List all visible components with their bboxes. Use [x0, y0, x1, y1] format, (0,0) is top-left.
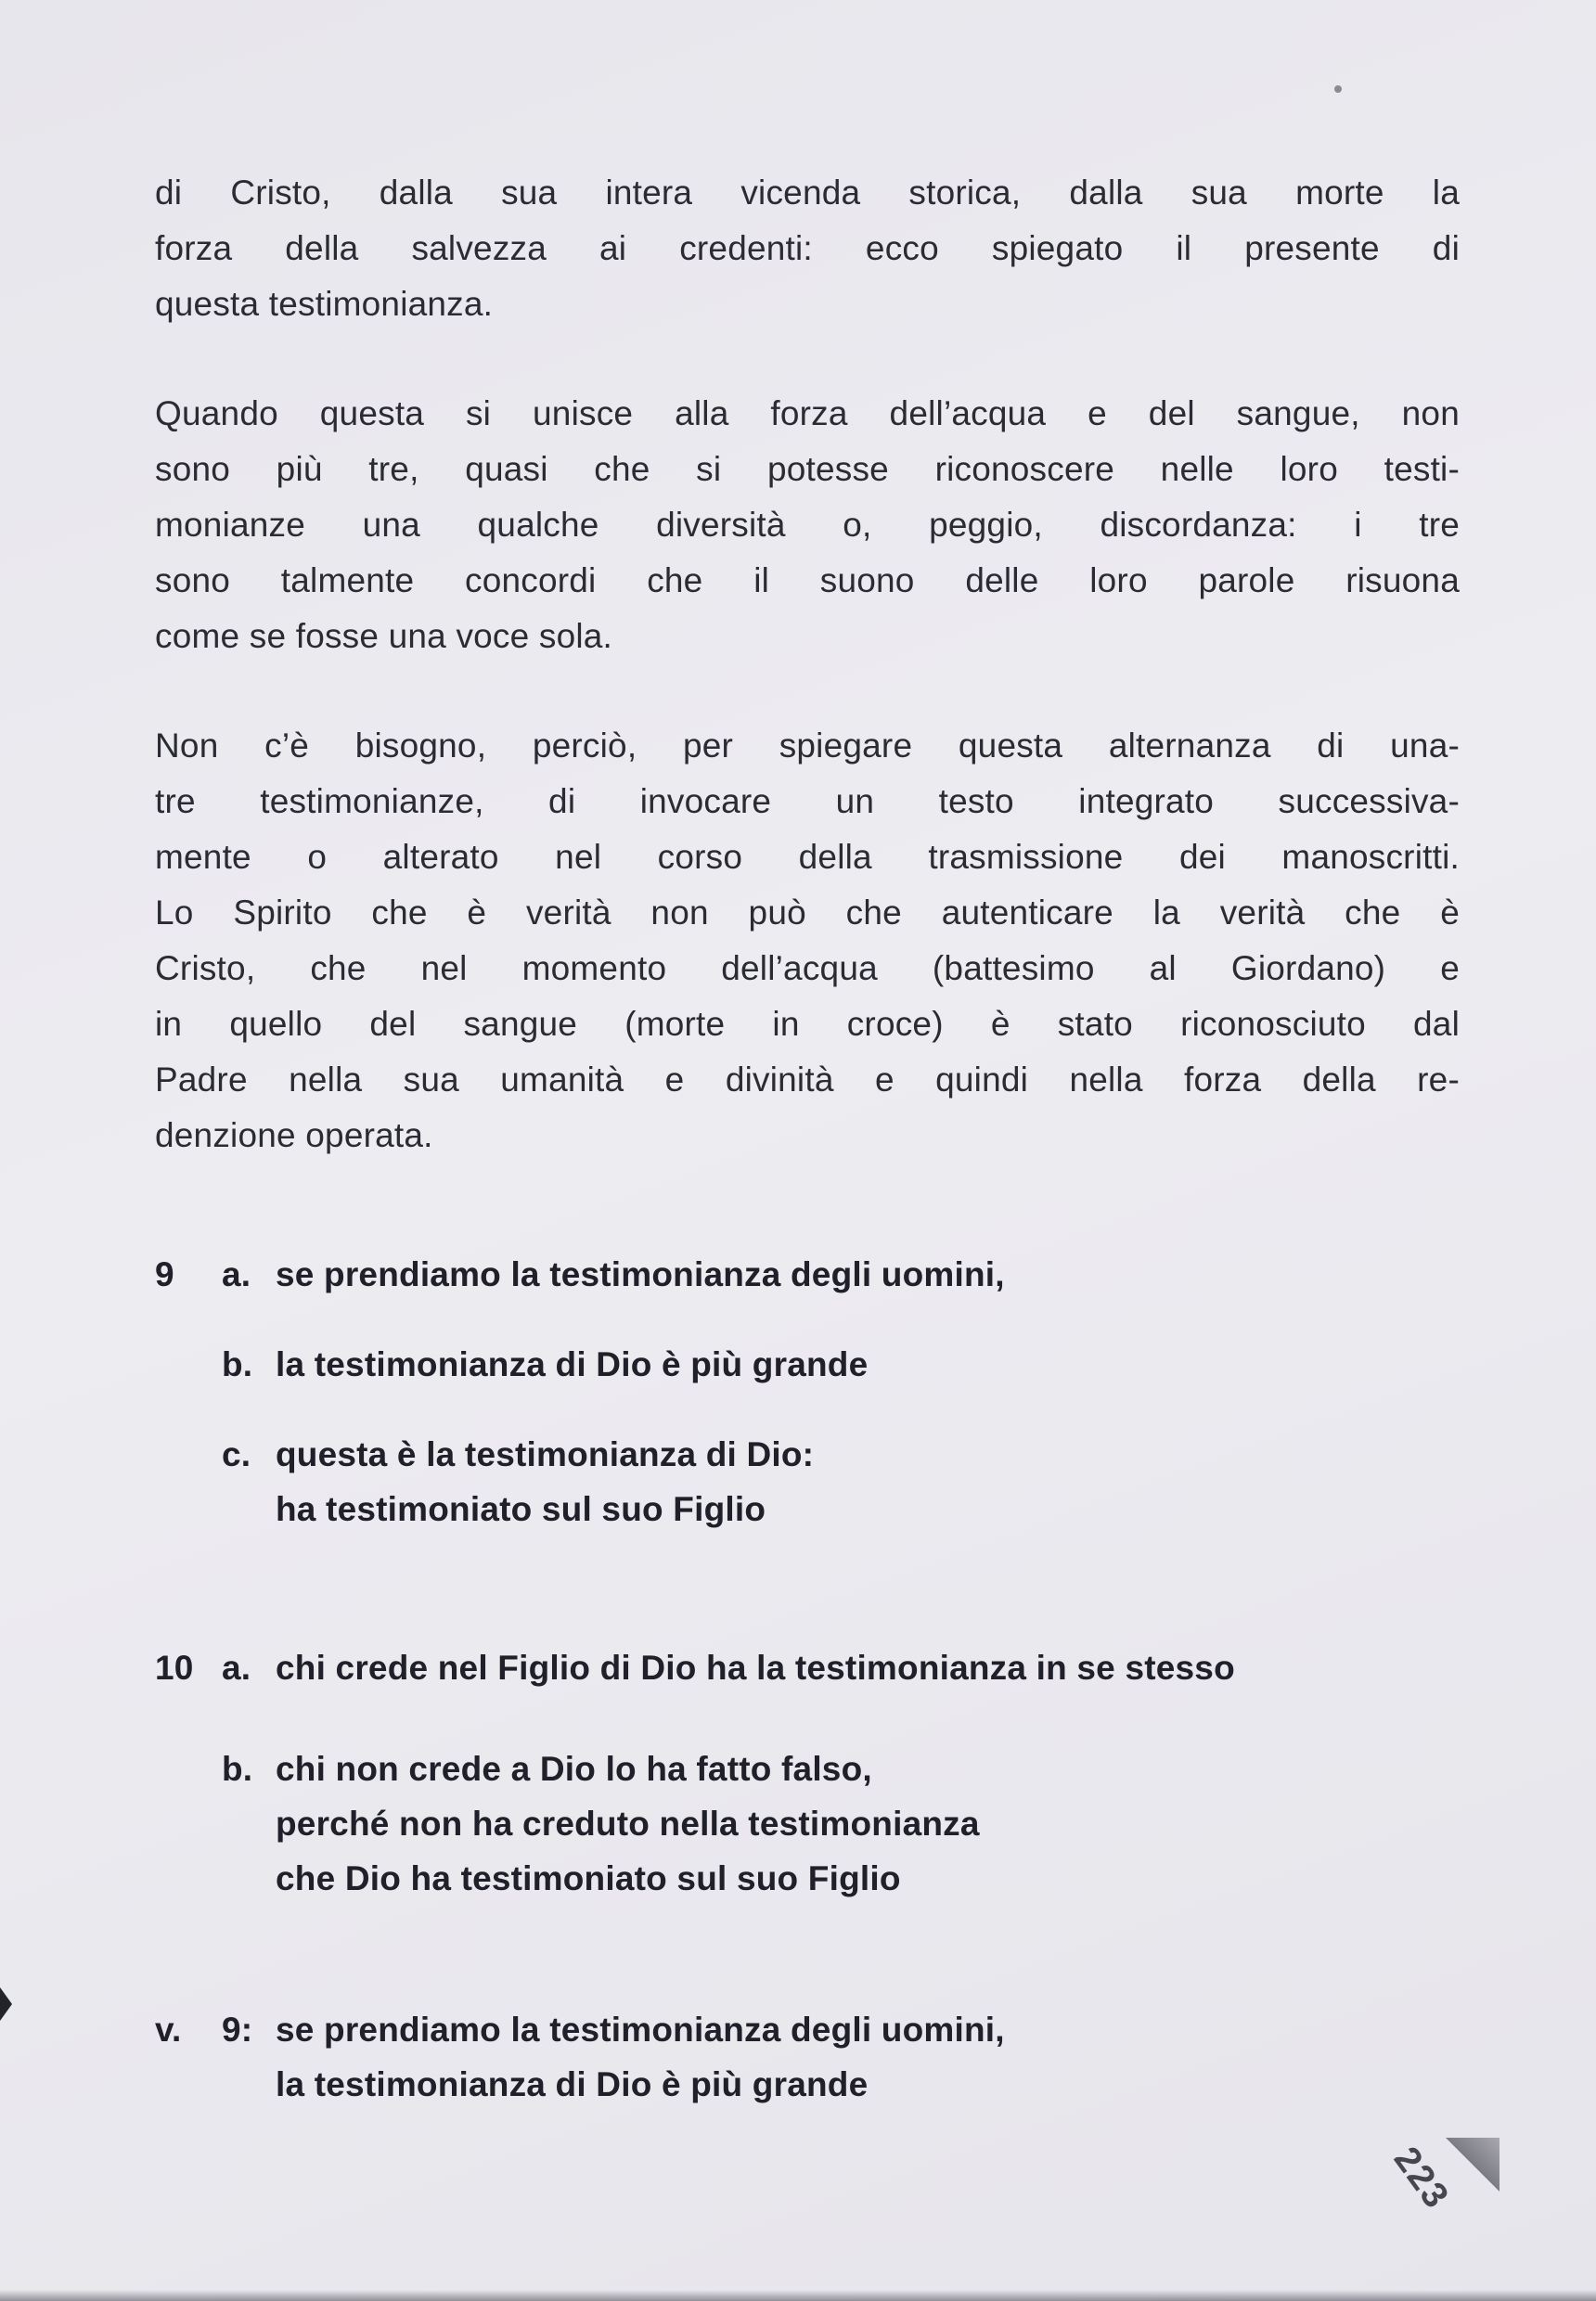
verse-letter: b.: [222, 1345, 253, 1383]
verse-text: [276, 1337, 1460, 1392]
text-line: tre testimonianze, di invocare un testo integrato successiva-: [155, 782, 1460, 820]
text-line: monianze una qualche diversità o, peggio, discordanza: i tre: [155, 506, 1460, 544]
verse-line: questa è la testimonianza di Dio:: [276, 1435, 815, 1473]
verse-10a: [155, 1640, 1460, 1695]
verse-number: [155, 1427, 222, 1536]
text-line: Padre nella sua umanità e divinità e quindi nella forza della re-: [155, 1061, 1460, 1099]
verse-9c: [155, 1427, 1460, 1536]
scan-speck: [1334, 85, 1342, 93]
text-line: sono più tre, quasi che si potesse riconoscere nelle loro testi-: [155, 450, 1460, 488]
text-line: questa testimonianza.: [155, 285, 494, 323]
verse-number: 9: [155, 1255, 174, 1293]
text-line: mente o alterato nel corso della trasmissione dei manoscritti.: [155, 838, 1460, 876]
text-line: Lo Spirito che è verità non può che autenticare la verità che è: [155, 893, 1460, 932]
text-line: Quando questa si unisce alla forza dell’acqua e del sangue, non: [155, 394, 1460, 432]
verse-text: [276, 1427, 1460, 1536]
verse-text: [276, 1247, 1460, 1302]
verse-text: [276, 2002, 1460, 2112]
verse-letter: a.: [222, 1649, 251, 1687]
verse-letter: b.: [222, 1750, 253, 1788]
verse-line: ha testimoniato sul suo Figlio: [276, 1490, 766, 1528]
verse-9b: [155, 1337, 1460, 1392]
text-line: denzione operata.: [155, 1116, 433, 1154]
verse-line: la testimonianza di Dio è più grande: [276, 2065, 869, 2103]
paragraph: [155, 386, 1460, 664]
text-line: in quello del sangue (morte in croce) è stato riconosciuto dal: [155, 1005, 1460, 1043]
verse-number: [155, 1742, 222, 1906]
verse-number: v.: [155, 2011, 182, 2049]
verse-letter: a.: [222, 1255, 251, 1293]
verse-line: perché non ha creduto nella testimonianza: [276, 1805, 980, 1843]
verse-line: se prendiamo la testimonianza degli uomini,: [276, 1255, 1005, 1293]
text-line: sono talmente concordi che il suono delle loro parole risuona: [155, 561, 1460, 599]
paragraph: [155, 165, 1460, 332]
verse-ref-9: [155, 2002, 1460, 2112]
verse-line: che Dio ha testimoniato sul suo Figlio: [276, 1859, 901, 1897]
verse-line: se prendiamo la testimonianza degli uomini,: [276, 2011, 1005, 2049]
verse-number: [155, 1337, 222, 1392]
text-line: Non c’è bisogno, perciò, per spiegare questa alternanza di una-: [155, 726, 1460, 765]
verse-line: la testimonianza di Dio è più grande: [276, 1345, 869, 1383]
verse-9a: [155, 1247, 1460, 1302]
corner-triangle-icon: [1446, 2138, 1499, 2192]
verse-line: chi non crede a Dio lo ha fatto falso,: [276, 1750, 872, 1788]
verse-letter: c.: [222, 1435, 251, 1473]
verse-text: [276, 1742, 1460, 1906]
verse-text: [276, 1640, 1460, 1695]
page-content: [155, 165, 1460, 2112]
text-line: di Cristo, dalla sua intera vicenda storica, dalla sua morte la: [155, 174, 1460, 212]
text-line: come se fosse una voce sola.: [155, 617, 613, 655]
page-number: 223: [1385, 2140, 1458, 2217]
page-corner: [1364, 2125, 1531, 2245]
verse-line: chi crede nel Figlio di Dio ha la testimonianza in se stesso: [276, 1649, 1235, 1687]
paragraph: [155, 718, 1460, 1163]
text-line: forza della salvezza ai credenti: ecco spiegato il presente di: [155, 229, 1460, 267]
verse-10b: [155, 1742, 1460, 1906]
scan-edge-mark: [0, 1987, 12, 2021]
verse-number: 10: [155, 1649, 194, 1687]
verse-letter: 9:: [222, 2011, 253, 2049]
scan-bottom-shadow: [0, 2290, 1596, 2301]
text-line: Cristo, che nel momento dell’acqua (battesimo al Giordano) e: [155, 949, 1460, 987]
